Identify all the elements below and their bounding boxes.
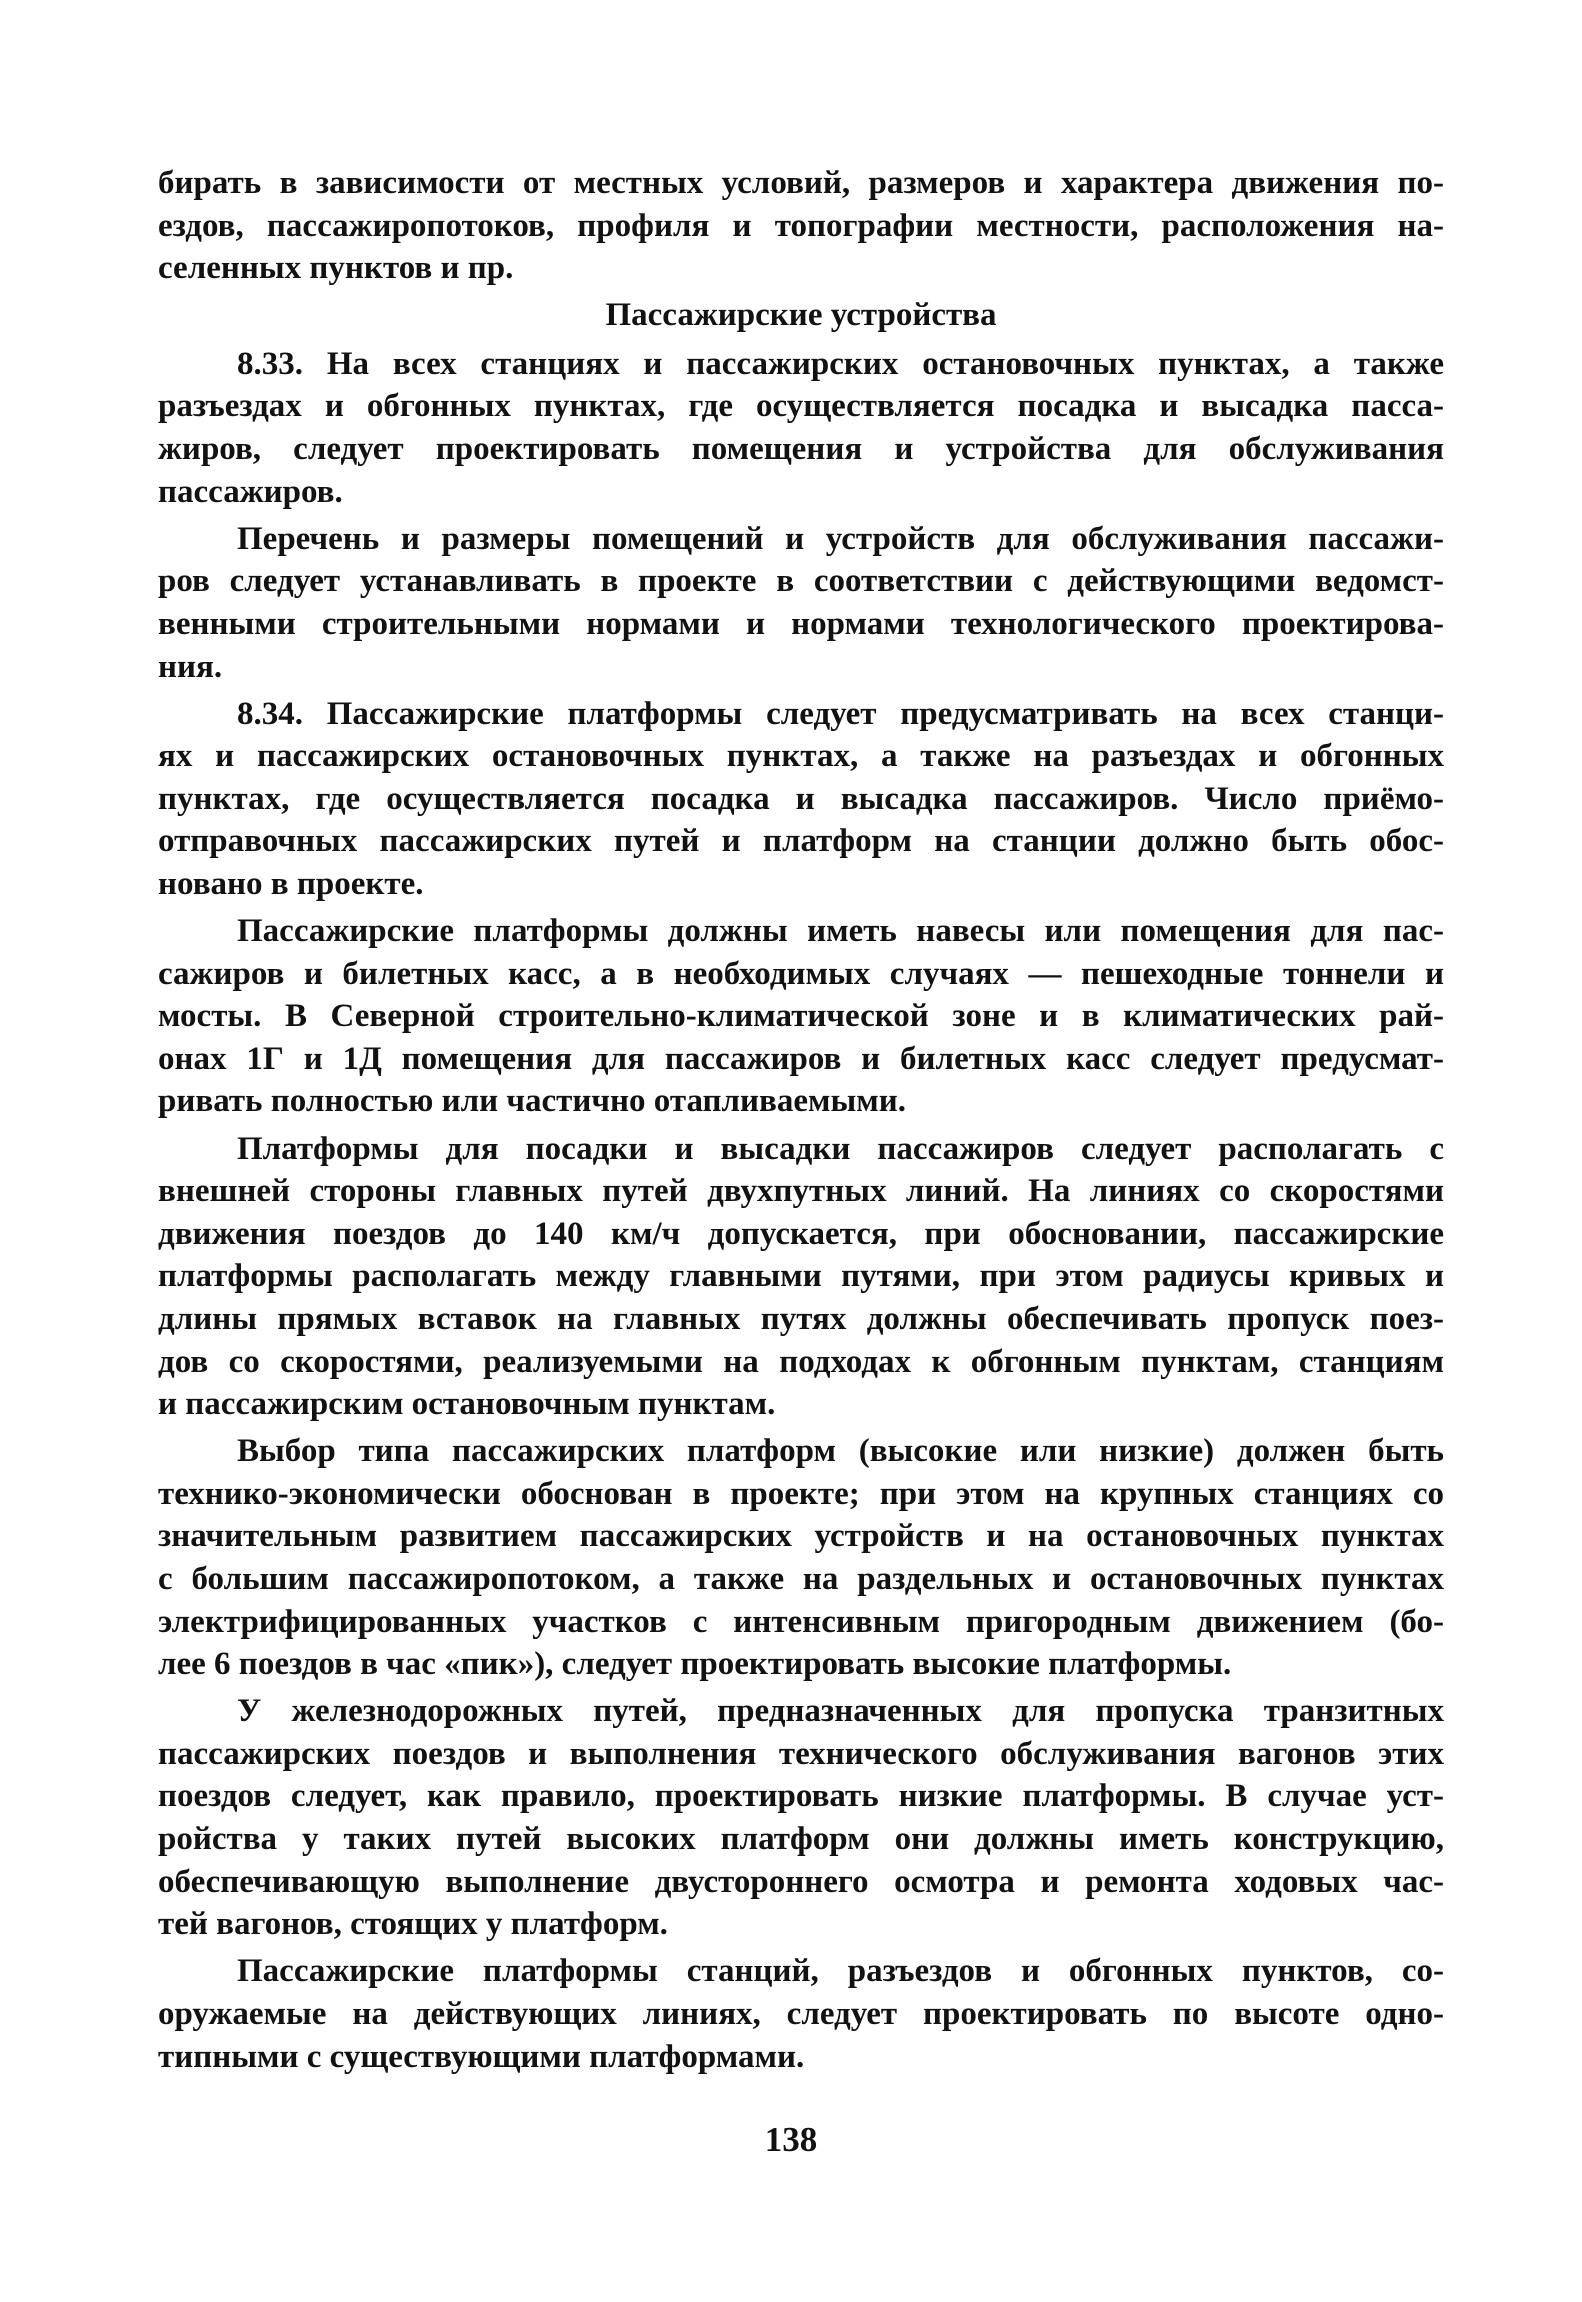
text-line: платформы располагать между главными путями, при этом радиусы кривых и: [158, 1258, 1444, 1295]
paragraph: [158, 910, 1444, 1123]
paragraph: [158, 1690, 1444, 1946]
text-line: с большим пассажиропотоком, а также на раздельных и остановочных пунктах: [158, 1561, 1444, 1597]
heading-text: Пассажирские устройства: [605, 297, 997, 334]
text-line: Пассажирские платформы должны иметь навесы или помещения для пас-: [237, 913, 1444, 950]
text-line: онах 1Г и 1Д помещения для пассажиров и билетных касс следует предусмат-: [158, 1040, 1444, 1077]
text-line: обеспечивающую выполнение двустороннего осмотра и ремонта ходовых час-: [158, 1863, 1444, 1900]
text-line: лее 6 поездов в час «пик»), следует проектировать высокие платформы.: [158, 1646, 1232, 1683]
text-line: сажиров и билетных касс, а в необходимых случаях — пешеходные тоннели и: [158, 955, 1444, 992]
text-line: технико-экономически обоснован в проекте; при этом на крупных станциях со: [158, 1475, 1444, 1512]
text-line: мосты. В Северной строительно-климатической зоне и в климатических рай-: [158, 998, 1444, 1035]
paragraph: [158, 1128, 1444, 1426]
text-line: Пассажирские платформы станций, разъездов и обгонных пунктов, со-: [237, 1953, 1444, 1990]
text-line: электрифицированных участков с интенсивным пригородным движением (бо-: [158, 1603, 1444, 1640]
text-line: У железнодорожных путей, предназначенных для пропуска транзитных: [237, 1693, 1444, 1730]
text-line: жиров, следует проектировать помещения и устройства для обслуживания: [158, 431, 1444, 468]
paragraph: [158, 693, 1444, 906]
text-line: ривать полностью или частично отапливаемыми.: [158, 1083, 907, 1120]
text-line: длины прямых вставок на главных путях должны обеспечивать пропуск поез-: [158, 1300, 1444, 1337]
text-line: движения поездов до 140 км/ч допускается, при обосновании, пассажирские: [158, 1215, 1444, 1252]
text-line: значительным развитием пассажирских устройств и на остановочных пунктах: [158, 1518, 1444, 1555]
page-number: 138: [764, 2120, 818, 2159]
paragraph: [158, 162, 1444, 290]
text-line: разъездах и обгонных пунктах, где осуществляется посадка и высадка пасса-: [158, 388, 1444, 425]
text-line: новано в проекте.: [158, 866, 424, 902]
text-line: пассажиров.: [158, 473, 343, 510]
text-line: отправочных пассажирских путей и платформ на станции должно быть обос-: [158, 823, 1444, 860]
text-line: бирать в зависимости от местных условий, размеров и характера движения по-: [158, 165, 1444, 201]
text-line: селенных пунктов и пр.: [158, 250, 514, 287]
text-line: ях и пассажирских остановочных пунктах, а также на разъездах и обгонных: [158, 738, 1444, 775]
text-line: оружаемые на действующих линиях, следует проектировать по высоте одно-: [158, 1995, 1444, 2032]
text-line: венными строительными нормами и нормами технологического проектирова-: [158, 605, 1444, 642]
page-body: [158, 162, 1444, 2083]
text-line: ров следует устанавливать в проекте в соответствии с действующими ведомст-: [158, 563, 1444, 600]
text-line: 8.33. На всех станциях и пассажирских остановочных пунктах, а также: [237, 345, 1444, 382]
text-line: пассажирских поездов и выполнения технического обслуживания вагонов этих: [158, 1735, 1444, 1772]
paragraph: [158, 1430, 1444, 1686]
text-line: Платформы для посадки и высадки пассажиров следует располагать с: [237, 1130, 1444, 1167]
text-line: и пассажирским остановочным пунктам.: [158, 1386, 776, 1423]
paragraph: [158, 518, 1444, 688]
text-line: Перечень и размеры помещений и устройств для обслуживания пассажи-: [237, 520, 1444, 557]
text-line: ездов, пассажиропотоков, профиля и топографии местности, расположения на-: [158, 207, 1444, 244]
paragraph: [158, 1950, 1444, 2078]
text-line: ния.: [158, 648, 223, 685]
text-line: тей вагонов, стоящих у платформ.: [158, 1906, 668, 1943]
text-line: типными с существующими платформами.: [158, 2038, 805, 2075]
paragraph: [158, 343, 1444, 513]
text-line: внешней стороны главных путей двухпутных линий. На линиях со скоростями: [158, 1173, 1444, 1210]
text-line: поездов следует, как правило, проектировать низкие платформы. В случае уст-: [158, 1778, 1444, 1815]
section-heading: [158, 294, 1444, 337]
text-line: дов со скоростями, реализуемыми на подходах к обгонным пунктам, станциям: [158, 1343, 1444, 1380]
text-line: Выбор типа пассажирских платформ (высокие или низкие) должен быть: [237, 1433, 1444, 1470]
text-line: 8.34. Пассажирские платформы следует предусматривать на всех станци-: [237, 695, 1444, 732]
text-line: ройства у таких путей высоких платформ они должны иметь конструкцию,: [158, 1821, 1444, 1858]
text-line: пунктах, где осуществляется посадка и высадка пассажиров. Число приёмо-: [158, 780, 1444, 817]
